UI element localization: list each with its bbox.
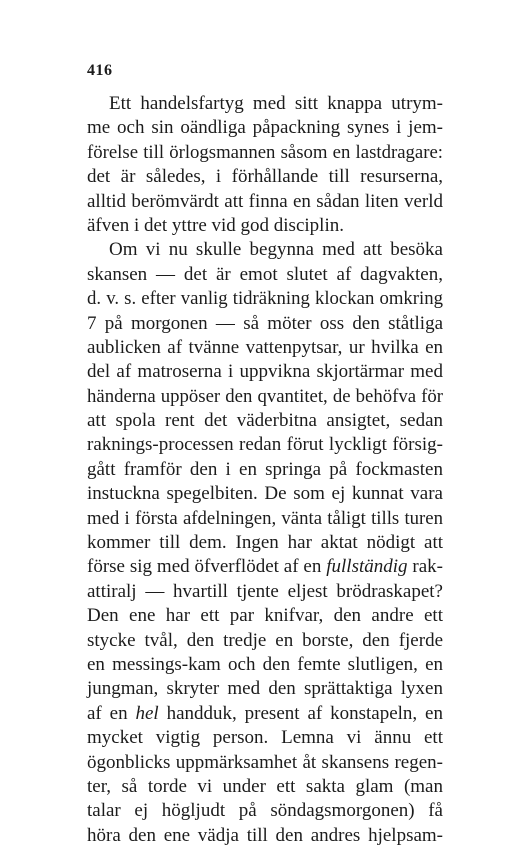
text-line: d. v. s. efter vanlig tidräkning klockan omkring: [87, 288, 443, 310]
page-number: 416: [87, 62, 113, 79]
text-line: ter, så torde vi under ett sakta glam (man: [87, 775, 443, 797]
text-segment: förse sig med öfverflödet af en: [87, 556, 327, 578]
text-line: me och sin oändliga påpackning synes i jem-: [87, 117, 443, 139]
text-line: instuckna spegelbiten. De som ej kunnat vara: [87, 483, 443, 505]
text-line: ögonblicks uppmärksamhet åt skansens regen-: [87, 751, 443, 773]
text-segment: rak-: [407, 556, 443, 578]
text-line: [87, 555, 443, 579]
text-line: Ett handelsfartyg med sitt knappa utrym-: [109, 93, 443, 114]
text-line: attiralj — hvartill tjente eljest brödraskapet?: [87, 580, 443, 602]
text-line: del af matroserna i uppvikna skjortärmar med: [87, 361, 443, 383]
text-segment: af en: [87, 702, 136, 724]
text-line: aublicken af tvänne vattenpytsar, ur hvilka en: [87, 336, 443, 358]
text-line: händerna uppöser den qvantitet, de behöfva för: [87, 385, 443, 407]
text-line: det är således, i förhållande till resurserna,: [87, 166, 443, 188]
text-line: att spola rent det väderbitna ansigtet, sedan: [87, 410, 443, 432]
text-line: stycke tvål, den tredje en borste, den fjerde: [87, 629, 443, 651]
text-line: skansen — det är emot slutet af dagvakten,: [87, 263, 443, 285]
text-line: en messings-kam och den femte slutligen, en: [87, 653, 443, 675]
text-line: förelse till örlogsmannen såsom en lastdragare:: [87, 141, 443, 163]
text-line: kommer till dem. Ingen har aktat nödigt att: [87, 532, 443, 554]
text-line: 7 på morgonen — så möter oss den ståtliga: [87, 312, 443, 334]
text-line: gått framför den i en springa på fockmasten: [87, 458, 443, 480]
text-line: talar ej högljudt på söndagsmorgonen) få: [87, 800, 443, 822]
text-line: mycket vigtig person. Lemna vi ännu ett: [87, 727, 443, 749]
text-line: [87, 702, 443, 726]
emphasized-word: fullständig: [326, 556, 408, 578]
text-line: jungman, skryter med den sprättaktiga lyxen: [87, 678, 443, 700]
body-text: [87, 92, 443, 848]
text-line: Den ene har ett par knifvar, den andre ett: [87, 605, 443, 627]
text-line: höra den ene vädja till den andres hjelpsam-: [87, 824, 443, 846]
text-segment: handduk, present af konstapeln, en: [158, 702, 443, 724]
text-line: Om vi nu skulle begynna med att besöka: [109, 239, 443, 261]
text-line: alltid berömvärdt att finna en sådan liten verld: [87, 190, 443, 212]
text-line: äfven i det yttre vid god disciplin.: [87, 214, 344, 236]
text-line: raknings-processen redan förut lyckligt försig-: [87, 434, 443, 456]
emphasized-word: hel: [135, 702, 159, 724]
text-line: med i första afdelningen, vänta tåligt tills turen: [87, 507, 443, 529]
